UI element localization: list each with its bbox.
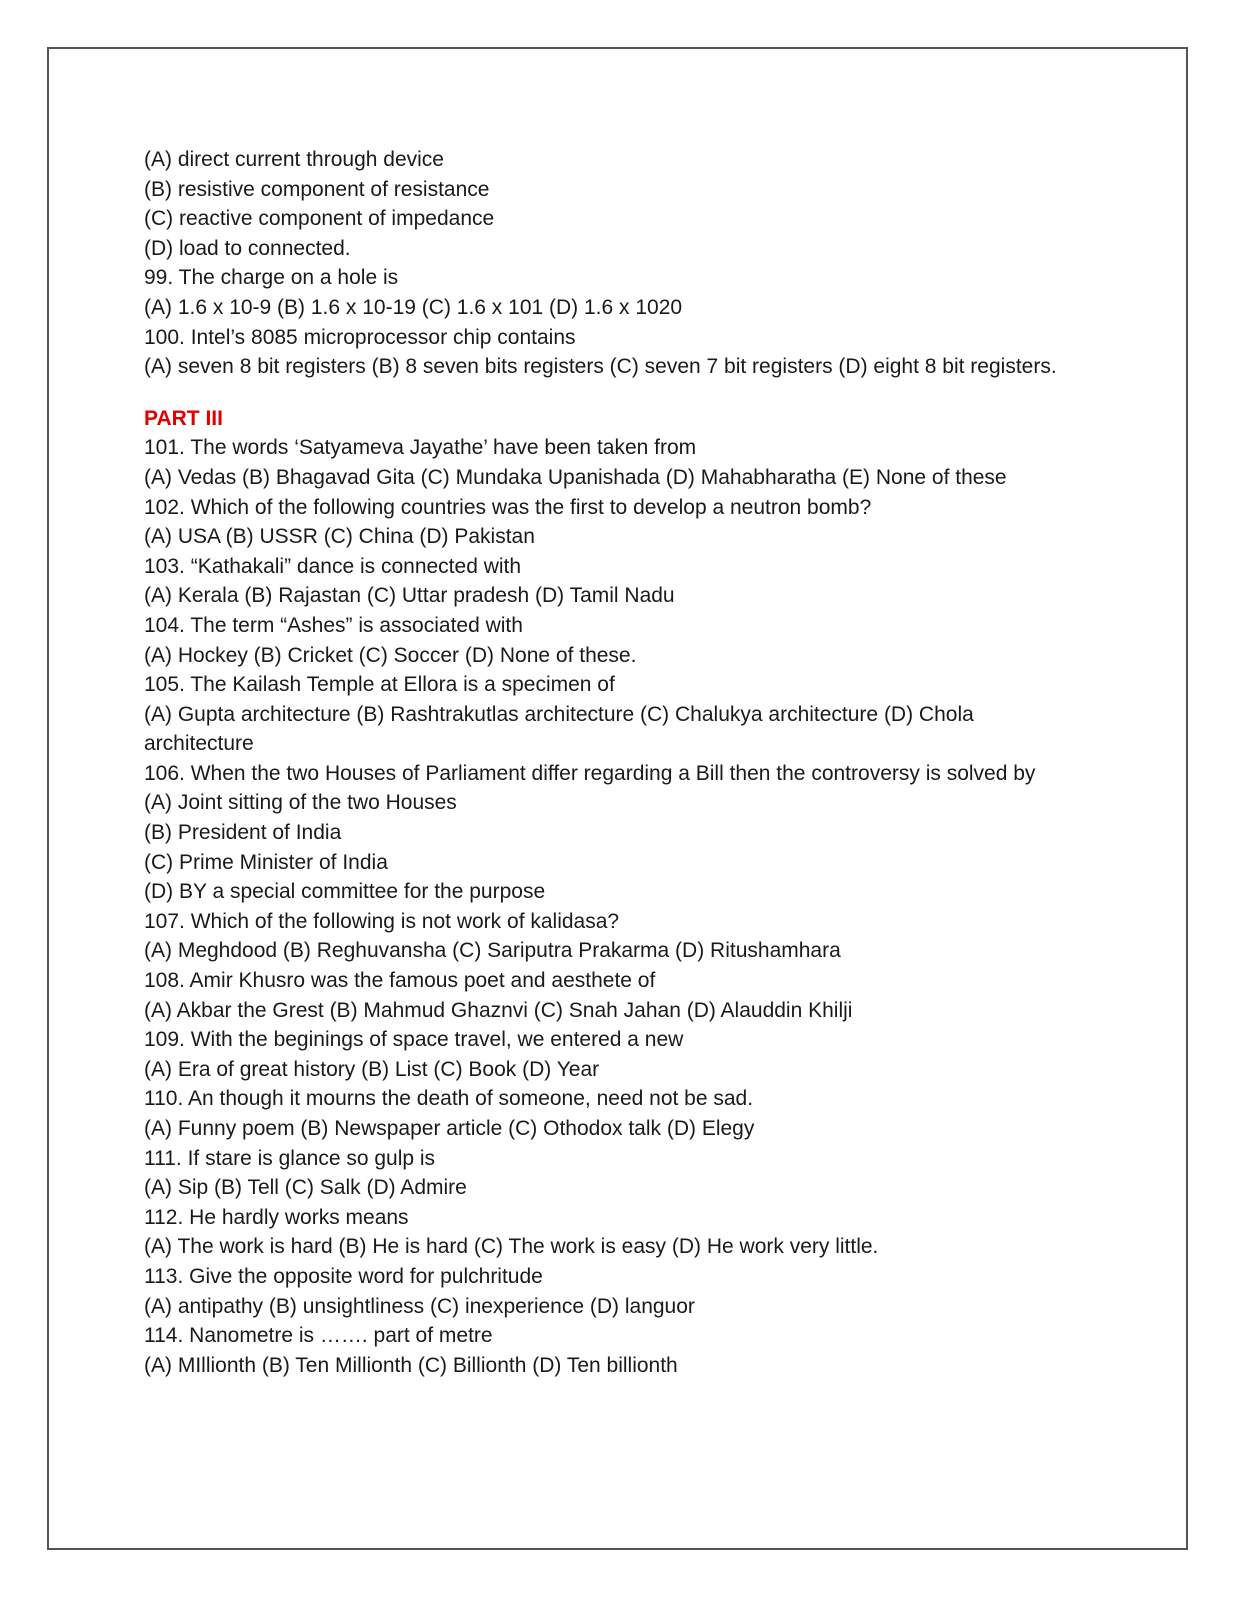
question-line: 111. If stare is glance so gulp is (144, 1146, 436, 1170)
question-line: 113. Give the opposite word for pulchritude (144, 1264, 543, 1288)
text-line: (A) direct current through device (144, 148, 444, 171)
question-line: 100. Intel’s 8085 microprocessor chip contains (144, 325, 576, 349)
options-line: (A) Meghdood (B) Reghuvansha (C) Sariputra Prakarma (D) Ritushamhara (144, 939, 841, 963)
options-line: (C) Prime Minister of India (144, 850, 388, 874)
options-line: (A) Joint sitting of the two Houses (144, 791, 457, 815)
question-line: 105. The Kailash Temple at Ellora is a specimen of (144, 673, 615, 697)
question-line: 103. “Kathakali” dance is connected with (144, 554, 522, 578)
options-line: (A) MIllionth (B) Ten Millionth (C) Billionth (D) Ten billionth (144, 1353, 678, 1377)
options-line: (A) The work is hard (B) He is hard (C) The work is easy (D) He work very little. (144, 1235, 879, 1259)
options-line: (B) President of India (144, 821, 342, 845)
options-line: (A) 1.6 x 10-9 (B) 1.6 x 10-19 (C) 1.6 x 101 (D) 1.6 x 1020 (144, 295, 683, 319)
options-line: (A) USA (B) USSR (C) China (D) Pakistan (144, 525, 535, 549)
options-line: (A) Hockey (B) Cricket (C) Soccer (D) None of these. (144, 643, 637, 667)
question-line: 108. Amir Khusro was the famous poet and aesthete of (144, 969, 656, 993)
part-heading: PART III (144, 406, 223, 430)
options-line: (A) seven 8 bit registers (B) 8 seven bits registers (C) seven 7 bit registers (D) eight 8 bit registers. (144, 355, 1057, 379)
text-line: (B) resistive component of resistance (144, 177, 490, 201)
options-line: (A) Sip (B) Tell (C) Salk (D) Admire (144, 1176, 467, 1200)
question-line: 104. The term “Ashes” is associated with (144, 613, 523, 637)
options-line: (A) Funny poem (B) Newspaper article (C) Othodox talk (D) Elegy (144, 1117, 755, 1140)
text-line: (C) reactive component of impedance (144, 207, 495, 231)
options-line: (A) Kerala (B) Rajastan (C) Uttar pradesh (D) Tamil Nadu (144, 584, 675, 608)
question-line: 107. Which of the following is not work of kalidasa? (144, 909, 620, 933)
options-line: (D) BY a special committee for the purpose (144, 880, 546, 904)
question-line: 102. Which of the following countries was the first to develop a neutron bomb? (144, 495, 872, 519)
question-line: 101. The words ‘Satyameva Jayathe’ have been taken from (144, 436, 697, 460)
options-line: (A) Vedas (B) Bhagavad Gita (C) Mundaka Upanishada (D) Mahabharatha (E) None of these (144, 465, 1007, 489)
part-three-block (144, 433, 1074, 1380)
question-line: 99. The charge on a hole is (144, 266, 399, 290)
options-line: (A) antipathy (B) unsightliness (C) inexperience (D) languor (144, 1294, 695, 1318)
question-line: 109. With the beginings of space travel, we entered a new (144, 1028, 684, 1052)
question-line: 114. Nanometre is ……. part of metre (144, 1324, 493, 1348)
options-line: (A) Akbar the Grest (B) Mahmud Ghaznvi (C) Snah Jahan (D) Alauddin Khilji (144, 998, 853, 1022)
previous-section-block (144, 145, 1074, 382)
question-line: 106. When the two Houses of Parliament differ regarding a Bill then the controversy is solved by (144, 761, 1036, 785)
question-line: 112. He hardly works means (144, 1205, 409, 1229)
options-line: (A) Era of great history (B) List (C) Book (D) Year (144, 1057, 600, 1081)
text-line: (D) load to connected. (144, 236, 351, 260)
options-line: (A) Gupta architecture (B) Rashtrakutlas architecture (C) Chalukya architecture (D) Chola architecture (144, 702, 974, 756)
question-line: 110. An though it mourns the death of someone, need not be sad. (144, 1087, 754, 1111)
document-content (144, 145, 1074, 1380)
